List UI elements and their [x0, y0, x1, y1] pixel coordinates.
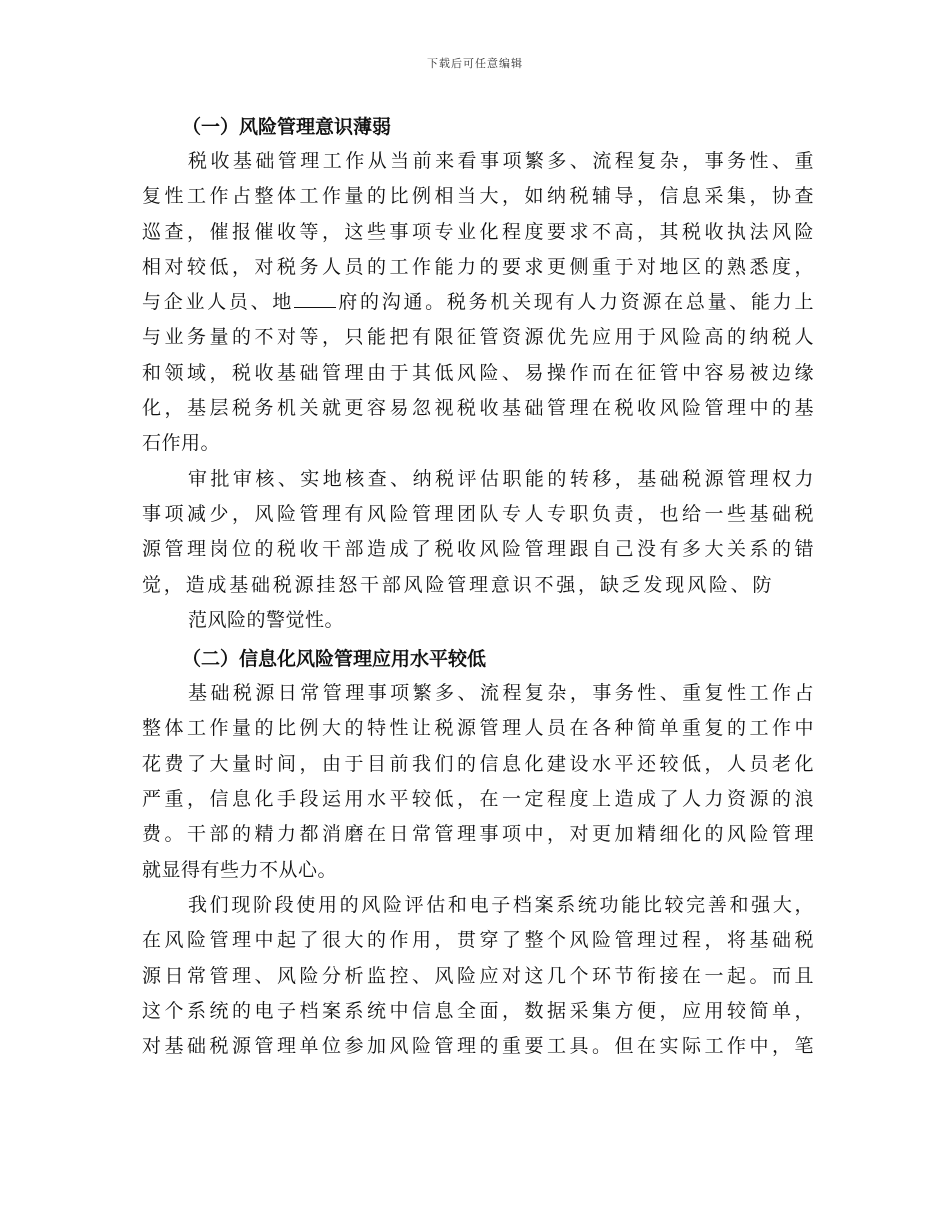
- text-line: 觉，造成基础税源挂怒干部风险管理意识不强，缺乏发现风险、防: [142, 573, 772, 596]
- text-line: 事项减少，风险管理有风险管理团队专人专职负责，也给一些基础税: [142, 502, 814, 525]
- text-line: 范风险的警觉性。: [188, 608, 345, 631]
- text-line: 花费了大量时间，由于目前我们的信息化建设水平还较低，人员老化: [142, 752, 814, 775]
- text-line: 基础税源日常管理事项繁多、流程复杂，事务性、重复性工作占: [188, 682, 814, 705]
- text-line: 与业务量的不对等，只能把有限征管资源优先应用于风险高的纳税人: [142, 326, 814, 349]
- paragraph-1: [142, 144, 814, 462]
- text-line: 和领域，税收基础管理由于其低风险、易操作而在征管中容易被边缘: [142, 361, 814, 384]
- text-line: 我们现阶段使用的风险评估和电子档案系统功能比较完善和强大，: [188, 893, 814, 916]
- text-line-with-blank: [142, 285, 814, 320]
- text-line: 相对较低，对税务人员的工作能力的要求更侧重于对地区的熟悉度，: [142, 255, 814, 278]
- text-line: 费。干部的精力都消磨在日常管理事项中，对更加精细化的风险管理: [142, 823, 814, 846]
- page-header: 下载后可任意编辑: [427, 57, 523, 70]
- text-line: 在风险管理中起了很大的作用，贯穿了整个风险管理过程，将基础税: [142, 929, 814, 952]
- text-line: 复性工作占整体工作量的比例相当大，如纳税辅导，信息采集，协查: [142, 185, 814, 208]
- text-line: 整体工作量的比例大的特性让税源管理人员在各种简单重复的工作中: [142, 717, 814, 740]
- text-line: 税收基础管理工作从当前来看事项繁多、流程复杂，事务性、重: [188, 150, 814, 172]
- text-line: 就显得有些力不从心。: [142, 858, 338, 881]
- text-line: 化，基层税务机关就更容易忽视税收基础管理在税收风险管理中的基: [142, 397, 814, 420]
- document-body: [142, 110, 814, 1064]
- blank-underline: [294, 306, 336, 308]
- paragraph-3: [142, 676, 814, 888]
- text-fragment: 府的沟通。税务机关现有人力资源在总量、能力上: [336, 291, 814, 314]
- text-line: 审批审核、实地核查、纳税评估职能的转移，基础税源管理权力: [188, 467, 814, 490]
- text-line: 源日常管理、风险分析监控、风险应对这几个环节衔接在一起。而且: [142, 964, 814, 987]
- section-heading-2: （二）信息化风险管理应用水平较低: [182, 648, 487, 671]
- text-line: 巡查，催报催收等，这些事项专业化程度要求不高，其税收执法风险: [142, 220, 814, 243]
- text-line: 石作用。: [142, 432, 221, 455]
- text-line: 严重，信息化手段运用水平较低，在一定程度上造成了人力资源的浪: [142, 788, 814, 811]
- text-line: 源管理岗位的税收干部造成了税收风险管理跟自己没有多大关系的错: [142, 538, 814, 561]
- paragraph-2: [142, 462, 814, 638]
- section-heading-1: （一）风险管理意识薄弱: [182, 116, 392, 138]
- text-fragment: 与企业人员、地: [142, 291, 295, 314]
- text-line: 这个系统的电子档案系统中信息全面，数据采集方便，应用较简单，: [142, 999, 814, 1022]
- text-line: 对基础税源管理单位参加风险管理的重要工具。但在实际工作中，笔: [142, 1035, 814, 1058]
- paragraph-4: [142, 888, 814, 1064]
